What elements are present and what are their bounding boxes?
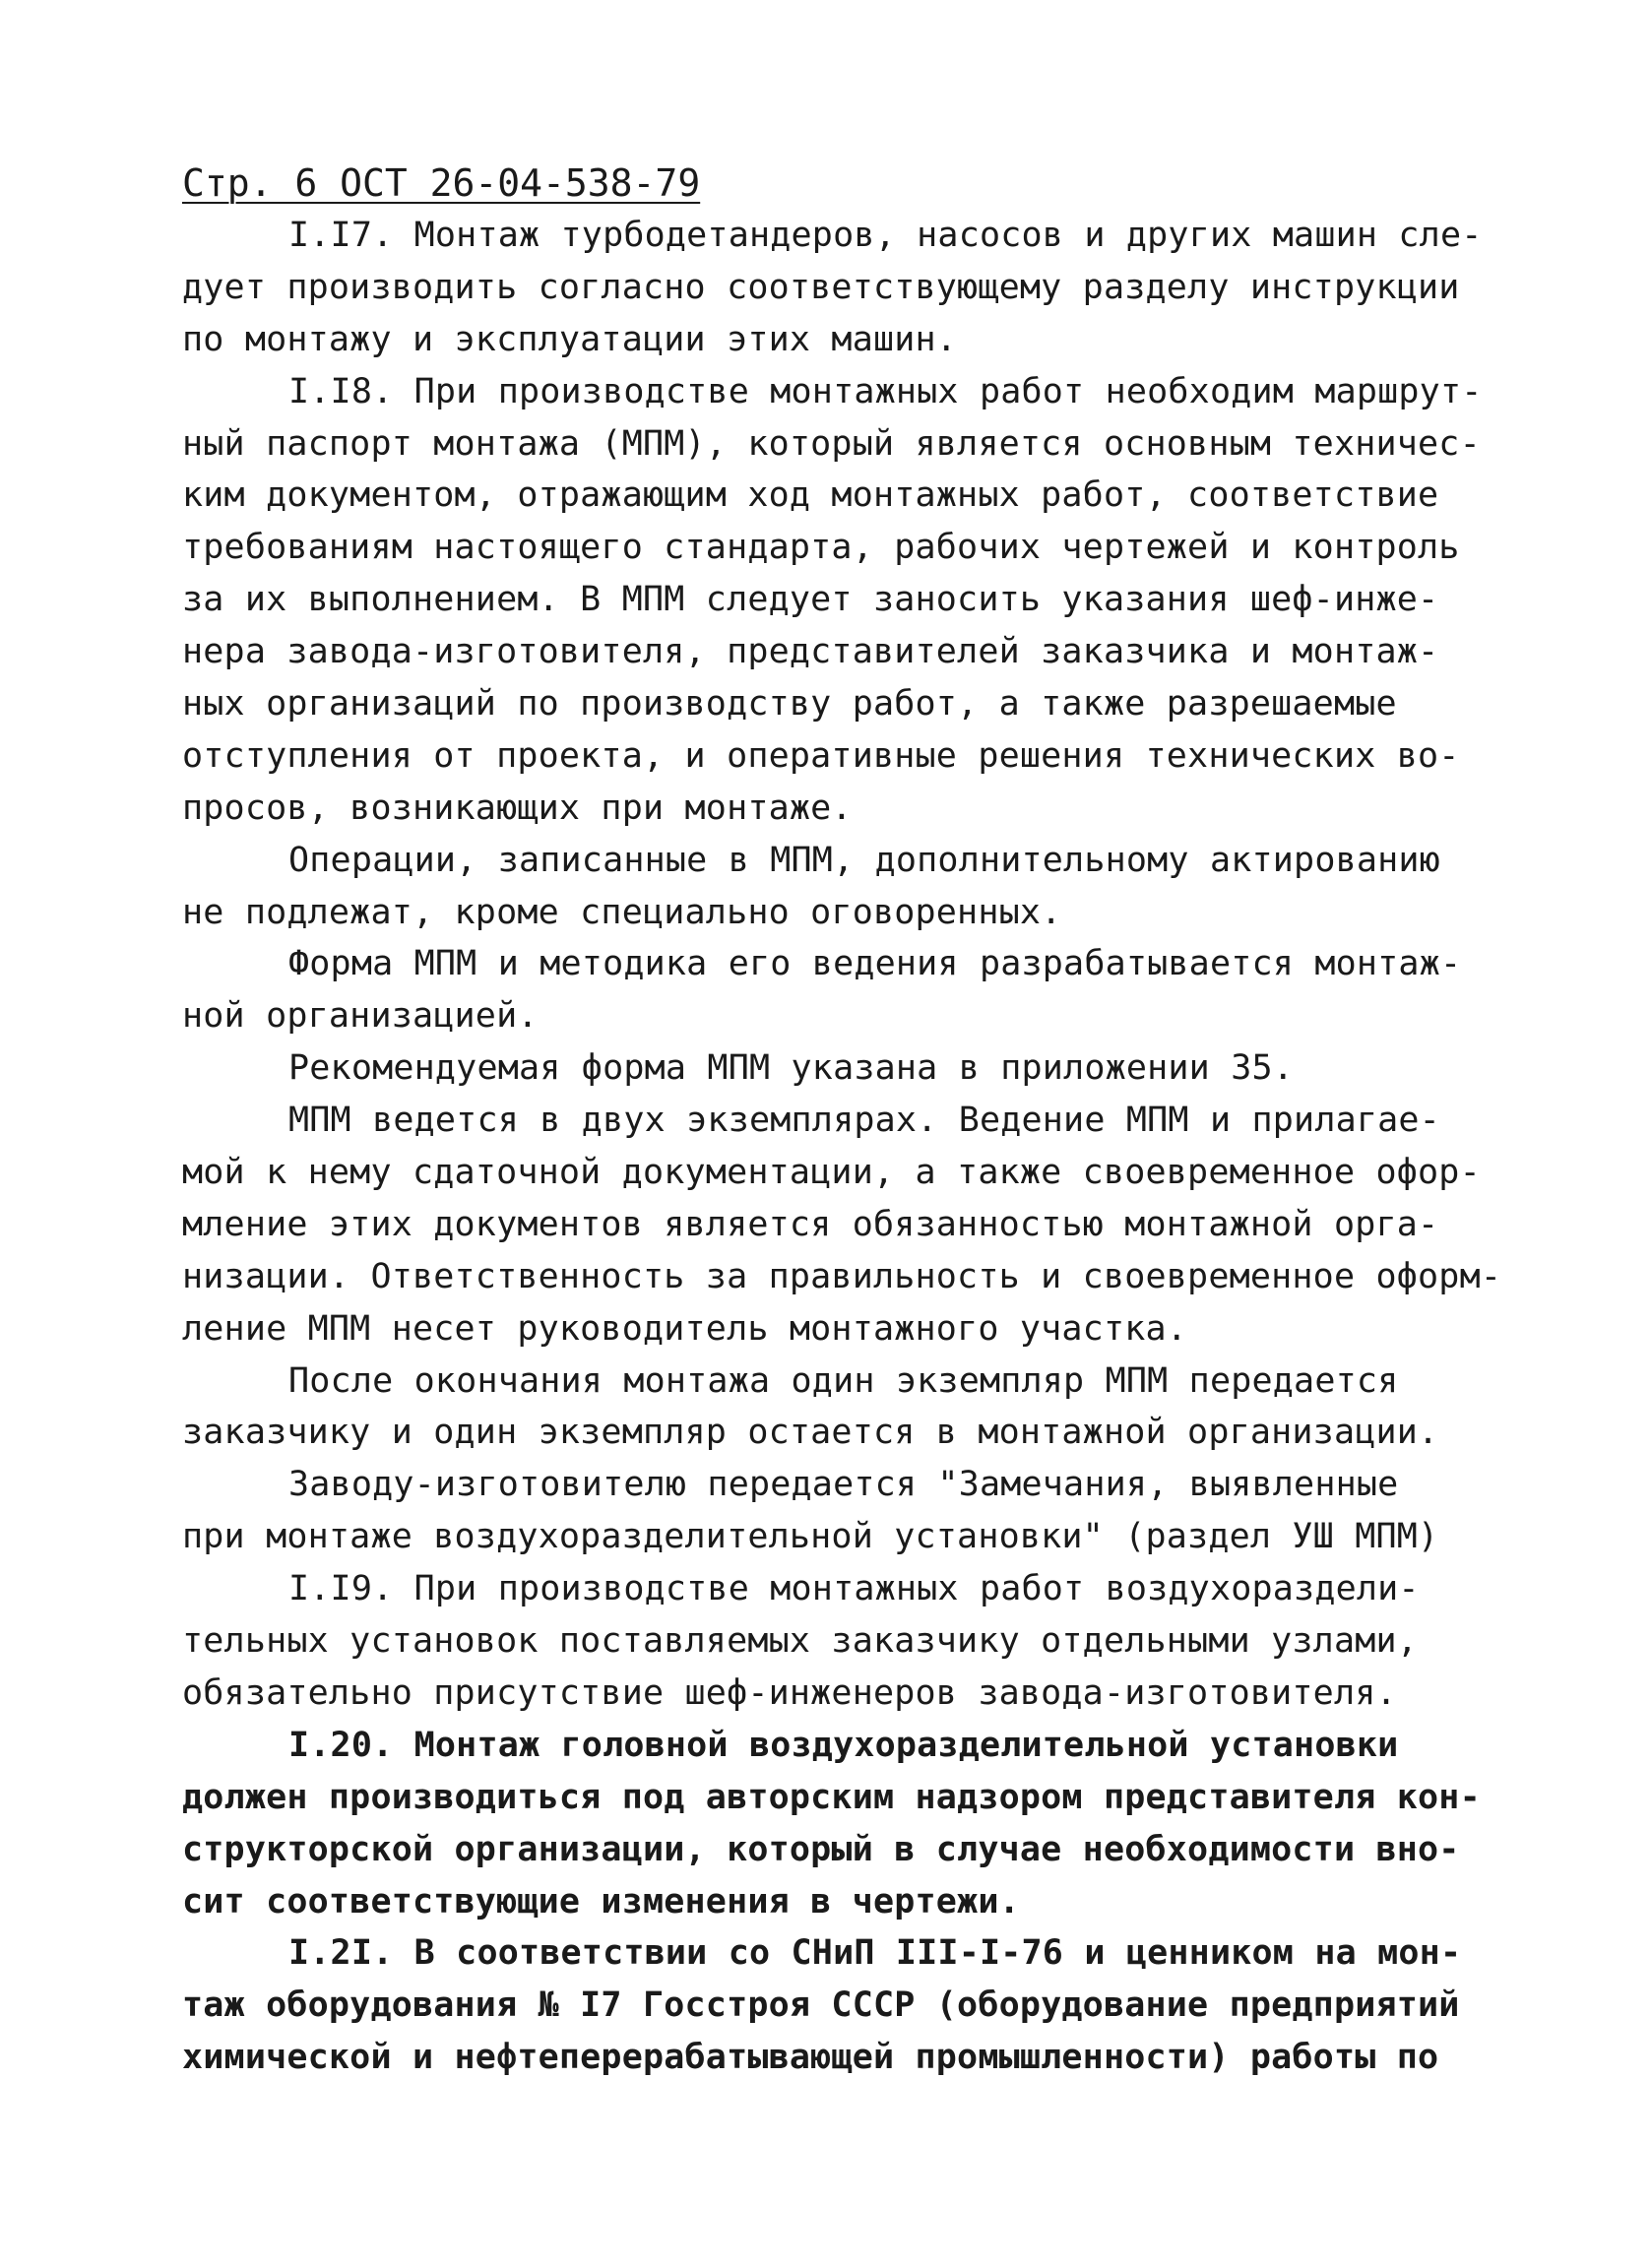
text-line: нера завода-изготовителя, представителей заказчика и монтаж- (182, 632, 1439, 672)
text-line: После окончания монтажа один экземпляр МПМ передается (288, 1360, 1399, 1401)
text-line: Форма МПМ и методика его ведения разрабатывается монтаж- (288, 944, 1462, 984)
text-line: МПМ ведется в двух экземплярах. Ведение МПМ и прилагае- (288, 1101, 1440, 1141)
text-line: I.I9. При производстве монтажных работ воздухораздели- (288, 1569, 1420, 1609)
text-line: требованиям настоящего стандарта, рабочих чертежей и контроль (182, 528, 1460, 568)
text-line: ных организаций по производству работ, а также разрешаемые (182, 684, 1397, 724)
text-line: за их выполнением. В МПМ следует заносить указания шеф-инже- (182, 580, 1439, 620)
text-line: структорской организации, который в случае необходимости вно- (182, 1829, 1460, 1869)
text-line: ный паспорт монтажа (МПМ), который является основным техничес- (182, 423, 1481, 464)
text-line: дует производить согласно соответствующему разделу инструкции (182, 267, 1460, 307)
text-line: I.20. Монтаж головной воздухоразделительной установки (288, 1725, 1399, 1765)
text-line: мление этих документов является обязанностью монтажной орга- (182, 1204, 1439, 1244)
text-line: Операции, записанные в МПМ, дополнительному актированию (288, 840, 1440, 880)
text-line: сит соответствующие изменения в чертежи. (182, 1881, 1020, 1922)
text-line: низации. Ответственность за правильность и своевременное оформ- (182, 1256, 1502, 1296)
text-line: мой к нему сдаточной документации, а также своевременное офор- (182, 1153, 1481, 1193)
text-line: I.2I. В соответствии со СНиП III-I-76 и ценником на мон- (288, 1933, 1462, 1974)
text-line: Заводу-изготовителю передается "Замечания, выявленные (288, 1465, 1399, 1505)
text-line: отступления от проекта, и оперативные решения технических во- (182, 735, 1460, 776)
text-line: не подлежат, кроме специально оговоренных. (182, 892, 1062, 932)
text-line: обязательно присутствие шеф-инженеров завода-изготовителя. (182, 1672, 1397, 1713)
text-line: тельных установок поставляемых заказчику отдельными узлами, (182, 1621, 1419, 1662)
text-line: заказчику и один экземпляр остается в монтажной организации. (182, 1413, 1439, 1453)
text-line: при монтаже воздухоразделительной установки" (раздел УШ МПМ) (182, 1517, 1439, 1557)
text-line: ной организацией. (182, 996, 539, 1037)
text-line: химической и нефтеперерабатывающей промышленности) работы по (182, 2038, 1439, 2078)
page-header: Стр. 6 ОСТ 26-04-538-79 (182, 161, 701, 205)
text-line: по монтажу и эксплуатации этих машин. (182, 319, 958, 359)
text-line: ким документом, отражающим ход монтажных работ, соответствие (182, 475, 1439, 516)
text-line: просов, возникающих при монтаже. (182, 788, 853, 828)
text-line: I.I7. Монтаж турбодетандеров, насосов и других машин сле- (288, 216, 1483, 255)
text-line: ление МПМ несет руководитель монтажного участка. (182, 1308, 1188, 1349)
text-line: I.I8. При производстве монтажных работ необходим маршрут- (288, 371, 1483, 411)
text-line: таж оборудования № I7 Госстроя СССР (оборудование предприятий (182, 1985, 1460, 2026)
text-line: Рекомендуемая форма МПМ указана в приложении 35. (288, 1048, 1295, 1089)
document-body (182, 210, 1506, 2084)
text-line: должен производиться под авторским надзором представителя кон- (182, 1777, 1481, 1817)
